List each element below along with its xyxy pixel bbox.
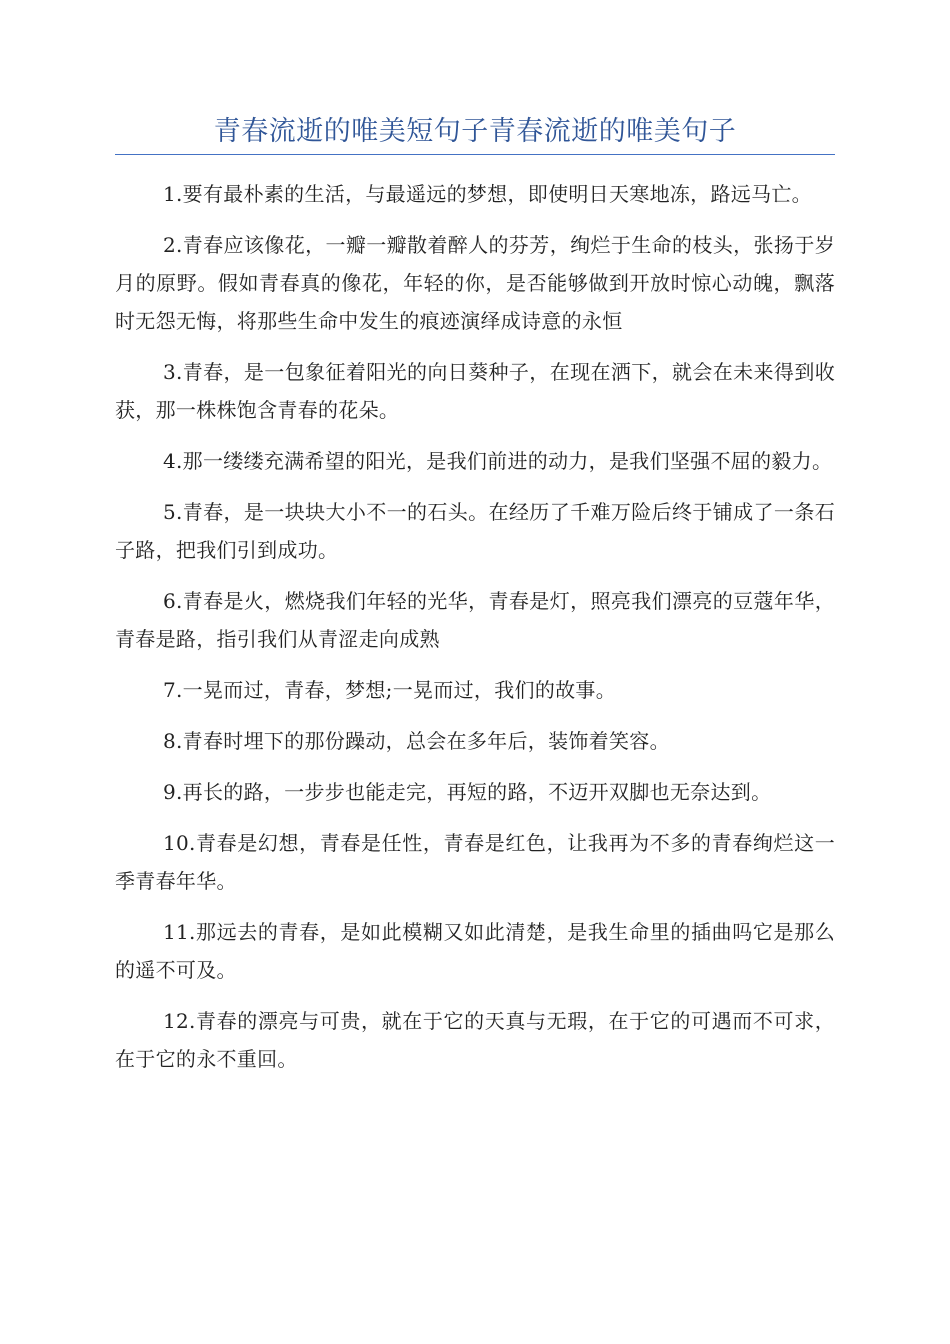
paragraph-1: 1.要有最朴素的生活，与最遥远的梦想，即使明日天寒地冻，路远马亡。 (163, 182, 812, 206)
paragraph-5: 5.青春，是一块块大小不一的石头。在经历了千难万险后终于铺成了一条石子路，把我们引到成功。 (115, 500, 835, 562)
paragraph-4: 4.那一缕缕充满希望的阳光，是我们前进的动力，是我们坚强不屈的毅力。 (163, 449, 833, 473)
paragraph-6: 6.青春是火，燃烧我们年轻的光华，青春是灯，照亮我们漂亮的豆蔻年华，青春是路，指引我们从青涩走向成熟 (115, 589, 835, 651)
paragraph-10: 10.青春是幻想，青春是任性，青春是红色，让我再为不多的青春绚烂这一季青春年华。 (115, 831, 835, 893)
paragraph-7: 7.一晃而过，青春，梦想;一晃而过，我们的故事。 (163, 678, 617, 702)
document-title: 青春流逝的唯美短句子青春流逝的唯美句子 (213, 116, 737, 147)
title-underline (115, 154, 835, 155)
paragraph-8: 8.青春时埋下的那份躁动，总会在多年后，装饰着笑容。 (163, 729, 670, 753)
paragraph-12: 12.青春的漂亮与可贵，就在于它的天真与无瑕，在于它的可遇而不可求，在于它的永不重回。 (115, 1009, 835, 1071)
paragraph-3: 3.青春，是一包象征着阳光的向日葵种子，在现在洒下，就会在未来得到收获，那一株株饱含青春的花朵。 (115, 360, 835, 422)
paragraph-11: 11.那远去的青春，是如此模糊又如此清楚，是我生命里的插曲吗它是那么的遥不可及。 (115, 920, 835, 982)
document-body (115, 175, 835, 1091)
paragraph-9: 9.再长的路，一步步也能走完，再短的路，不迈开双脚也无奈达到。 (163, 780, 772, 804)
paragraph-2: 2.青春应该像花，一瓣一瓣散着醉人的芬芳，绚烂于生命的枝头，张扬于岁月的原野。假如青春真的像花，年轻的你，是否能够做到开放时惊心动魄，飘落时无怨无悔，将那些生命中发生的痕迹演绎成诗意的永恒 (115, 233, 835, 333)
